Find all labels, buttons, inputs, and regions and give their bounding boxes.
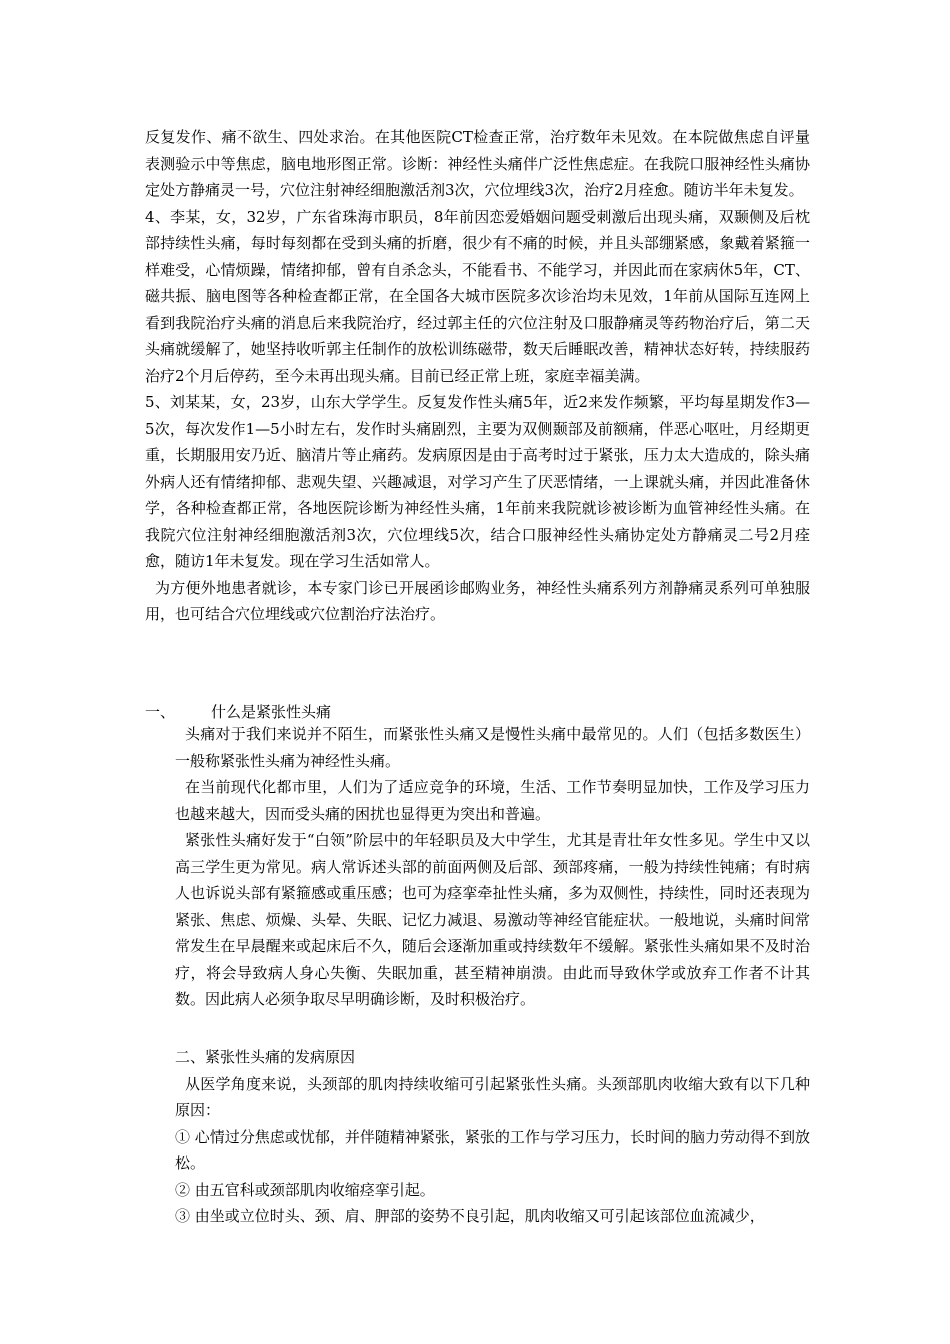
section2-paragraph: ② 由五官科或颈部肌肉收缩痉挛引起。 (175, 1180, 435, 1199)
case-paragraph: 为方便外地患者就诊，本专家门诊已开展函诊邮购业务，神经性头痛系列方剂静痛灵系列可单独服用，也可结合穴位埋线或穴位割治疗法治疗。 (145, 578, 810, 623)
section2-paragraph: 从医学角度来说，头颈部的肌肉持续收缩可引起紧张性头痛。头颈部肌肉收缩大致有以下几种原因： (175, 1074, 810, 1119)
case-paragraph: 4、李某，女，32岁，广东省珠海市职员，8年前因恋爱婚姻问题受刺激后出现头痛，双颞侧及后枕部持续性头痛，每时每刻都在受到头痛的折磨，很少有不痛的时候，并且头部绷紧感，象戴着紧箍一样难受，心情烦躁，情绪抑郁，曾有自杀念头，不能看书、不能学习，并因此而在家病休5年，CT、磁共振、脑电图等各种检查都正常，在全国各大城市医院多次诊治均未见效，1年前从国际互连网上看到我院治疗头痛的消息后来我院治疗，经过郭主任的穴位注射及口服静痛灵等药物治疗后，第二天头痛就缓解了，她坚持收听郭主任制作的放松训练磁带，数天后睡眠改善，精神状态好转，持续服药治疗2个月后停药，至今未再出现头痛。目前已经正常上班，家庭幸福美满。 (145, 207, 810, 385)
section2-title: 二、紧张性头痛的发病原因 (175, 1048, 356, 1066)
case-paragraph: 反复发作、痛不欲生、四处求治。在其他医院CT检查正常，治疗数年未见效。在本院做焦虑自评量表测验示中等焦虑，脑电地形图正常。诊断：神经性头痛伴广泛性焦虑症。在我院口服神经性头痛协定处方静痛灵一号，穴位注射神经细胞激活剂3次，穴位埋线3次，治疗2月痊愈。随访半年未复发。 (145, 128, 810, 199)
section2-paragraph: ③ 由坐或立位时头、颈、肩、胛部的姿势不良引起，肌肉收缩又可引起该部位血流减少， (175, 1207, 765, 1225)
section1-paragraph: 头痛对于我们来说并不陌生，而紧张性头痛又是慢性头痛中最常见的。人们（包括多数医生）一般称紧张性头痛为神经性头痛。 (175, 725, 810, 770)
section1-paragraph: 在当前现代化都市里，人们为了适应竞争的环境，生活、工作节奏明显加快，工作及学习压力也越来越大，因而受头痛的困扰也显得更为突出和普遍。 (175, 778, 810, 823)
section1-title: 什么是紧张性头痛 (211, 703, 332, 721)
section2-body (175, 1044, 810, 1230)
section1-number: 一、 (145, 703, 176, 721)
case-paragraph: 5、刘某某，女，23岁，山东大学学生。反复发作性头痛5年，近2来发作频繁，平均每星期发作3—5次，每次发作1—5小时左右，发作时头痛剧烈，主要为双侧颞部及前额痛，伴恶心呕吐，月经期更重，长期服用安乃近、脑清片等止痛药。发病原因是由于高考时过于紧张，压力太大造成的，除头痛外病人还有情绪抑郁、悲观失望、兴趣减退，对学习产生了厌恶情绪，一上课就头痛，并因此准备休学，各种检查都正常，各地医院诊断为神经性头痛，1年前来我院就诊被诊断为血管神经性头痛。在我院穴位注射神经细胞激活剂3次，穴位埋线5次，结合口服神经性头痛协定处方静痛灵二号2月痊愈，随访1年未复发。现在学习生活如常人。 (145, 393, 810, 570)
case-reports-section (145, 124, 810, 628)
section1-body (175, 721, 810, 1013)
section2-paragraph: ① 心情过分焦虑或忧郁，并伴随精神紧张，紧张的工作与学习压力，长时间的脑力劳动得不到放松。 (175, 1127, 810, 1172)
section1-paragraph: 紧张性头痛好发于“白领”阶层中的年轻职员及大中学生，尤其是青壮年女性多见。学生中又以高三学生更为常见。病人常诉述头部的前面两侧及后部、颈部疼痛，一般为持续性钝痛；有时病人也诉说头部有紧箍感或重压感；也可为痉挛牵扯性头痛，多为双侧性，持续性，同时还表现为紧张、焦虑、烦燥、头晕、失眠、记忆力减退、易激动等神经官能症状。一般地说，头痛时间常常发生在早晨醒来或起床后不久，随后会逐渐加重或持续数年不缓解。紧张性头痛如果不及时治疗，将会导致病人身心失衡、失眠加重，甚至精神崩溃。由此而导致休学或放弃工作者不计其数。因此病人必须争取尽早明确诊断，及时积极治疗。 (175, 831, 810, 1008)
